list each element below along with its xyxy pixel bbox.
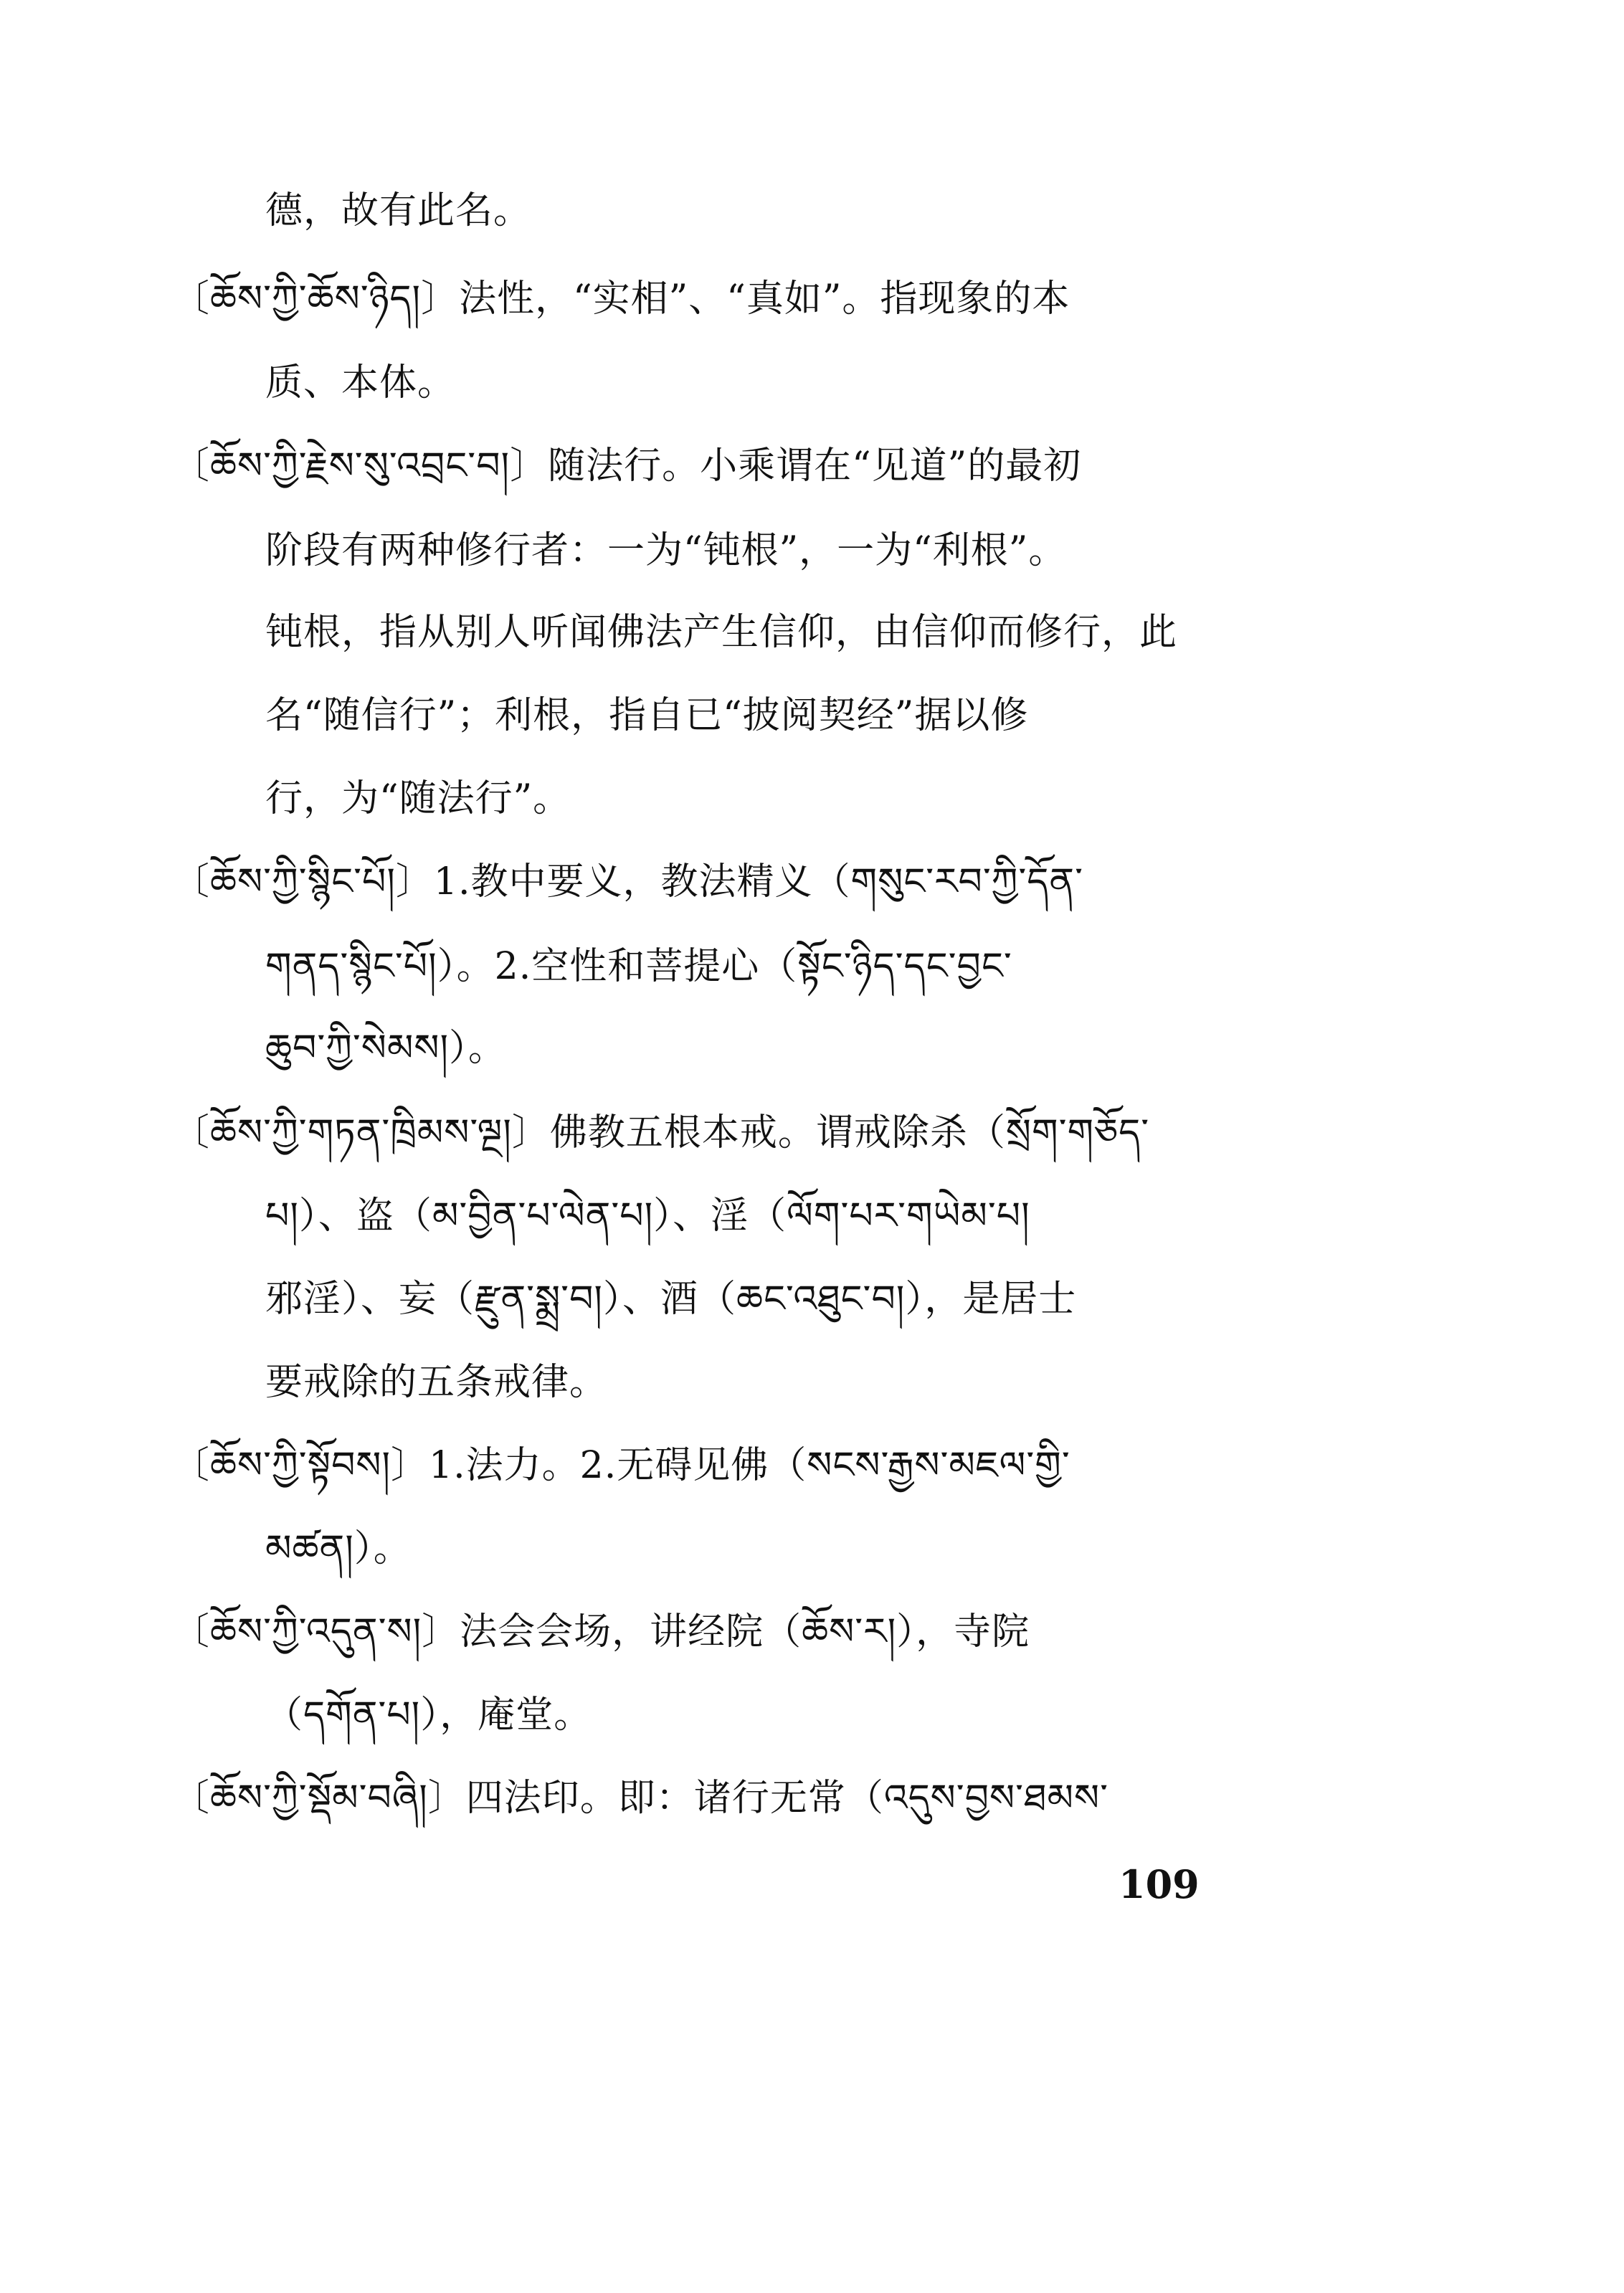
text-line-13: པ།）、盗（མ་བྱིན་པ་ལེན་པ།）、淫（ལོག་པར་གཡེམ་པ། <box>265 1195 1030 1238</box>
entry-rjes-su-brang-ba: 〔ཆོས་ཀྱི་རྗེས་སུ་འབྲང་བ།〕随法行。小乘谓在“见道”的最初 <box>172 445 1082 488</box>
page-number: 109 <box>1119 1861 1200 1907</box>
entry-snying-po: 〔ཆོས་ཀྱི་སྙིང་པོ།〕1.教中要义，教法精义（གསུང་རབ་ཀྱི་དོན་ <box>172 860 1084 903</box>
entry-gtan-khrims-lnga: 〔ཆོས་ཀྱི་གཏན་ཁྲིམས་ལྔ།〕佛教五根本戒。谓戒除杀（སྲོག་གཅོད་ <box>172 1111 1150 1154</box>
text-line-8: 行，为“随法行”。 <box>265 777 571 820</box>
text-line-10: གནད་སྙིང་པོ།）。2.空性和菩提心（སྟོང་ཉིད་དང་བྱང་ <box>265 945 1012 988</box>
text-line-7: 名“随信行”；利根，指自已“披阅契经”据以修 <box>265 694 1029 737</box>
text-line-3: 质、本体。 <box>265 361 456 404</box>
text-line-17: མཚན།）。 <box>265 1527 412 1570</box>
text-line-19: （དགོན་པ།），庵堂。 <box>265 1694 592 1737</box>
entry-dun-sa: 〔ཆོས་ཀྱི་འདུན་ས།〕法会会场，讲经院（ཆོས་ར།），寺院 <box>172 1610 1030 1653</box>
entry-chos-nyid: 〔ཆོས་ཀྱི་ཆོས་ཉིད།〕法性，“实相”、“真如”。指现象的本 <box>172 277 1070 321</box>
entry-stobs: 〔ཆོས་ཀྱི་སྟོབས།〕1.法力。2.无碍见佛（སངས་རྒྱས་མཇལ་གྱི་ <box>172 1444 1070 1487</box>
text-line-1: 德，故有此名。 <box>265 189 532 232</box>
text-line-15: 要戒除的五条戒律。 <box>265 1361 608 1404</box>
entry-sdom-bzhi: 〔ཆོས་ཀྱི་སྡོམ་བཞི།〕四法印。即：诸行无常（འདུས་བྱས་ཐམས་ <box>172 1777 1108 1820</box>
text-line-11: ཆུབ་ཀྱི་སེམས།）。 <box>265 1027 507 1070</box>
text-line-14: 邪淫）、妄（རྫུན་སྨྲ་བ།）、酒（ཆང་འཐུང་བ།），是居士 <box>265 1278 1077 1321</box>
text-line-6: 钝根，指从别人听闻佛法产生信仰，由信仰而修行，此 <box>265 611 1178 654</box>
text-line-5: 阶段有两种修行者：一为“钝根”，一为“利根”。 <box>265 529 1067 572</box>
